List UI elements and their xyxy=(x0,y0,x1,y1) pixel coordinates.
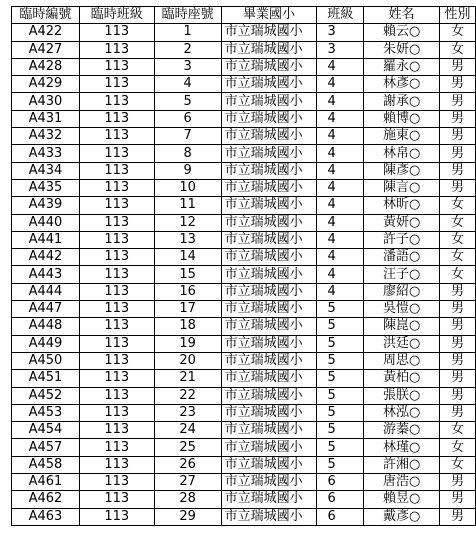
cell-name: 陳彥○ xyxy=(364,162,440,179)
cell-temp-class: 113 xyxy=(79,93,154,110)
cell-temp-class: 113 xyxy=(79,318,154,335)
cell-temp-id: A444 xyxy=(12,283,80,300)
header-elementary-school: 畢業國小 xyxy=(221,7,317,24)
cell-temp-seat: 6 xyxy=(154,110,221,127)
cell-sex: 男 xyxy=(440,387,476,404)
cell-grade-class: 4 xyxy=(317,266,364,283)
cell-grade-class: 4 xyxy=(317,76,364,93)
cell-temp-class: 113 xyxy=(79,41,154,58)
cell-temp-id: A457 xyxy=(12,439,80,456)
table-row xyxy=(12,508,476,525)
cell-temp-id: A433 xyxy=(12,145,80,162)
cell-temp-id: A450 xyxy=(12,352,80,369)
cell-temp-seat: 22 xyxy=(154,387,221,404)
cell-temp-id: A434 xyxy=(12,162,80,179)
cell-grade-class: 4 xyxy=(317,283,364,300)
cell-elementary-school: 市立瑞城國小 xyxy=(221,318,317,335)
table-row xyxy=(12,41,476,58)
cell-sex: 女 xyxy=(440,41,476,58)
cell-temp-id: A447 xyxy=(12,301,80,318)
cell-sex: 男 xyxy=(440,179,476,196)
table-row xyxy=(12,93,476,110)
cell-temp-id: A441 xyxy=(12,231,80,248)
cell-temp-seat: 15 xyxy=(154,266,221,283)
cell-name: 黃柏○ xyxy=(364,370,440,387)
cell-sex: 女 xyxy=(440,24,476,41)
cell-temp-class: 113 xyxy=(79,387,154,404)
table-header xyxy=(12,7,476,24)
cell-temp-id: A440 xyxy=(12,214,80,231)
cell-temp-id: A458 xyxy=(12,456,80,473)
table-row xyxy=(12,301,476,318)
cell-temp-class: 113 xyxy=(79,456,154,473)
cell-temp-class: 113 xyxy=(79,283,154,300)
cell-temp-seat: 26 xyxy=(154,456,221,473)
cell-elementary-school: 市立瑞城國小 xyxy=(221,422,317,439)
cell-grade-class: 4 xyxy=(317,231,364,248)
table-row xyxy=(12,24,476,41)
cell-name: 林泓○ xyxy=(364,404,440,421)
cell-temp-class: 113 xyxy=(79,76,154,93)
cell-sex: 男 xyxy=(440,352,476,369)
cell-elementary-school: 市立瑞城國小 xyxy=(221,352,317,369)
cell-name: 游蓁○ xyxy=(364,422,440,439)
cell-temp-class: 113 xyxy=(79,162,154,179)
cell-temp-seat: 5 xyxy=(154,93,221,110)
cell-elementary-school: 市立瑞城國小 xyxy=(221,474,317,491)
cell-name: 廖紹○ xyxy=(364,283,440,300)
cell-grade-class: 5 xyxy=(317,456,364,473)
cell-elementary-school: 市立瑞城國小 xyxy=(221,179,317,196)
header-grade-class: 班級 xyxy=(317,7,364,24)
cell-grade-class: 5 xyxy=(317,439,364,456)
cell-sex: 男 xyxy=(440,404,476,421)
cell-grade-class: 4 xyxy=(317,249,364,266)
cell-temp-seat: 20 xyxy=(154,352,221,369)
table-row xyxy=(12,128,476,145)
cell-temp-seat: 13 xyxy=(154,231,221,248)
cell-elementary-school: 市立瑞城國小 xyxy=(221,58,317,75)
cell-temp-id: A449 xyxy=(12,335,80,352)
cell-sex: 男 xyxy=(440,474,476,491)
cell-name: 唐浩○ xyxy=(364,474,440,491)
cell-sex: 男 xyxy=(440,508,476,525)
table-row xyxy=(12,145,476,162)
table-row xyxy=(12,197,476,214)
cell-sex: 女 xyxy=(440,214,476,231)
cell-temp-class: 113 xyxy=(79,370,154,387)
cell-sex: 女 xyxy=(440,197,476,214)
header-row xyxy=(12,7,476,24)
cell-name: 謝承○ xyxy=(364,93,440,110)
cell-elementary-school: 市立瑞城國小 xyxy=(221,249,317,266)
cell-name: 汪子○ xyxy=(364,266,440,283)
cell-grade-class: 6 xyxy=(317,491,364,508)
table-row xyxy=(12,474,476,491)
cell-temp-seat: 1 xyxy=(154,24,221,41)
student-list-sheet xyxy=(11,6,476,526)
cell-temp-class: 113 xyxy=(79,491,154,508)
cell-elementary-school: 市立瑞城國小 xyxy=(221,93,317,110)
cell-grade-class: 4 xyxy=(317,93,364,110)
cell-grade-class: 4 xyxy=(317,179,364,196)
cell-name: 吳愷○ xyxy=(364,301,440,318)
cell-temp-seat: 21 xyxy=(154,370,221,387)
table-row xyxy=(12,76,476,93)
cell-name: 許子○ xyxy=(364,231,440,248)
header-temp-seat: 臨時座號 xyxy=(154,7,221,24)
cell-name: 黃妍○ xyxy=(364,214,440,231)
cell-temp-id: A431 xyxy=(12,110,80,127)
cell-name: 林彥○ xyxy=(364,76,440,93)
cell-elementary-school: 市立瑞城國小 xyxy=(221,231,317,248)
cell-temp-id: A435 xyxy=(12,179,80,196)
cell-name: 陳崑○ xyxy=(364,318,440,335)
cell-grade-class: 5 xyxy=(317,335,364,352)
cell-name: 洪廷○ xyxy=(364,335,440,352)
cell-temp-class: 113 xyxy=(79,474,154,491)
cell-temp-class: 113 xyxy=(79,335,154,352)
cell-temp-seat: 9 xyxy=(154,162,221,179)
cell-temp-id: A427 xyxy=(12,41,80,58)
table-row xyxy=(12,266,476,283)
cell-temp-seat: 4 xyxy=(154,76,221,93)
cell-elementary-school: 市立瑞城國小 xyxy=(221,301,317,318)
cell-temp-class: 113 xyxy=(79,301,154,318)
cell-temp-id: A453 xyxy=(12,404,80,421)
cell-elementary-school: 市立瑞城國小 xyxy=(221,335,317,352)
cell-name: 賴云○ xyxy=(364,24,440,41)
cell-grade-class: 4 xyxy=(317,58,364,75)
cell-sex: 男 xyxy=(440,93,476,110)
cell-grade-class: 5 xyxy=(317,387,364,404)
cell-grade-class: 6 xyxy=(317,474,364,491)
table-row xyxy=(12,283,476,300)
cell-name: 許湘○ xyxy=(364,456,440,473)
cell-sex: 女 xyxy=(440,456,476,473)
cell-grade-class: 4 xyxy=(317,197,364,214)
cell-temp-id: A422 xyxy=(12,24,80,41)
cell-sex: 男 xyxy=(440,58,476,75)
cell-temp-class: 113 xyxy=(79,214,154,231)
table-row xyxy=(12,370,476,387)
cell-elementary-school: 市立瑞城國小 xyxy=(221,456,317,473)
cell-temp-class: 113 xyxy=(79,197,154,214)
cell-temp-id: A430 xyxy=(12,93,80,110)
cell-grade-class: 4 xyxy=(317,128,364,145)
cell-grade-class: 4 xyxy=(317,214,364,231)
cell-elementary-school: 市立瑞城國小 xyxy=(221,439,317,456)
cell-temp-id: A443 xyxy=(12,266,80,283)
cell-elementary-school: 市立瑞城國小 xyxy=(221,76,317,93)
cell-elementary-school: 市立瑞城國小 xyxy=(221,404,317,421)
table-row xyxy=(12,491,476,508)
cell-grade-class: 5 xyxy=(317,370,364,387)
header-name: 姓名 xyxy=(364,7,440,24)
cell-temp-id: A452 xyxy=(12,387,80,404)
cell-sex: 女 xyxy=(440,422,476,439)
cell-sex: 男 xyxy=(440,283,476,300)
cell-temp-seat: 14 xyxy=(154,249,221,266)
cell-temp-seat: 17 xyxy=(154,301,221,318)
cell-temp-class: 113 xyxy=(79,404,154,421)
cell-name: 林昕○ xyxy=(364,197,440,214)
table-body xyxy=(12,24,476,526)
cell-name: 朱妍○ xyxy=(364,41,440,58)
cell-sex: 男 xyxy=(440,491,476,508)
cell-temp-class: 113 xyxy=(79,249,154,266)
cell-sex: 女 xyxy=(440,439,476,456)
header-sex: 性別 xyxy=(440,7,476,24)
table-row xyxy=(12,352,476,369)
cell-grade-class: 5 xyxy=(317,404,364,421)
cell-name: 林帛○ xyxy=(364,145,440,162)
cell-temp-seat: 8 xyxy=(154,145,221,162)
cell-temp-seat: 25 xyxy=(154,439,221,456)
header-temp-id: 臨時編號 xyxy=(12,7,80,24)
cell-temp-id: A439 xyxy=(12,197,80,214)
cell-temp-class: 113 xyxy=(79,58,154,75)
cell-elementary-school: 市立瑞城國小 xyxy=(221,110,317,127)
cell-sex: 男 xyxy=(440,370,476,387)
cell-temp-class: 113 xyxy=(79,145,154,162)
cell-temp-class: 113 xyxy=(79,24,154,41)
table-row xyxy=(12,456,476,473)
table-row xyxy=(12,162,476,179)
cell-temp-id: A442 xyxy=(12,249,80,266)
cell-temp-class: 113 xyxy=(79,508,154,525)
cell-temp-seat: 23 xyxy=(154,404,221,421)
table-row xyxy=(12,214,476,231)
cell-elementary-school: 市立瑞城國小 xyxy=(221,214,317,231)
cell-name: 賴昱○ xyxy=(364,491,440,508)
cell-temp-seat: 19 xyxy=(154,335,221,352)
table-row xyxy=(12,318,476,335)
cell-temp-seat: 10 xyxy=(154,179,221,196)
student-table xyxy=(11,6,476,526)
cell-temp-id: A461 xyxy=(12,474,80,491)
table-row xyxy=(12,231,476,248)
cell-temp-id: A454 xyxy=(12,422,80,439)
cell-name: 施東○ xyxy=(364,128,440,145)
cell-temp-class: 113 xyxy=(79,439,154,456)
cell-elementary-school: 市立瑞城國小 xyxy=(221,145,317,162)
cell-sex: 女 xyxy=(440,231,476,248)
cell-name: 陳言○ xyxy=(364,179,440,196)
table-row xyxy=(12,179,476,196)
cell-grade-class: 3 xyxy=(317,41,364,58)
cell-sex: 男 xyxy=(440,335,476,352)
cell-temp-class: 113 xyxy=(79,128,154,145)
header-temp-class: 臨時班級 xyxy=(79,7,154,24)
cell-temp-seat: 27 xyxy=(154,474,221,491)
cell-temp-seat: 2 xyxy=(154,41,221,58)
cell-elementary-school: 市立瑞城國小 xyxy=(221,370,317,387)
table-row xyxy=(12,335,476,352)
cell-temp-id: A432 xyxy=(12,128,80,145)
cell-temp-seat: 7 xyxy=(154,128,221,145)
cell-elementary-school: 市立瑞城國小 xyxy=(221,24,317,41)
cell-sex: 男 xyxy=(440,318,476,335)
cell-sex: 男 xyxy=(440,301,476,318)
cell-temp-seat: 24 xyxy=(154,422,221,439)
cell-elementary-school: 市立瑞城國小 xyxy=(221,387,317,404)
cell-grade-class: 4 xyxy=(317,110,364,127)
cell-grade-class: 5 xyxy=(317,422,364,439)
table-row xyxy=(12,404,476,421)
cell-temp-id: A462 xyxy=(12,491,80,508)
cell-name: 賴博○ xyxy=(364,110,440,127)
cell-grade-class: 6 xyxy=(317,508,364,525)
cell-temp-seat: 29 xyxy=(154,508,221,525)
cell-temp-class: 113 xyxy=(79,231,154,248)
cell-temp-class: 113 xyxy=(79,266,154,283)
cell-name: 林瑾○ xyxy=(364,439,440,456)
cell-sex: 男 xyxy=(440,162,476,179)
cell-grade-class: 3 xyxy=(317,24,364,41)
cell-temp-seat: 3 xyxy=(154,58,221,75)
cell-grade-class: 5 xyxy=(317,318,364,335)
cell-sex: 女 xyxy=(440,266,476,283)
cell-temp-id: A428 xyxy=(12,58,80,75)
table-row xyxy=(12,422,476,439)
cell-temp-class: 113 xyxy=(79,110,154,127)
cell-elementary-school: 市立瑞城國小 xyxy=(221,283,317,300)
cell-temp-id: A448 xyxy=(12,318,80,335)
table-row xyxy=(12,387,476,404)
cell-temp-class: 113 xyxy=(79,179,154,196)
cell-name: 羅永○ xyxy=(364,58,440,75)
cell-elementary-school: 市立瑞城國小 xyxy=(221,266,317,283)
cell-elementary-school: 市立瑞城國小 xyxy=(221,491,317,508)
cell-elementary-school: 市立瑞城國小 xyxy=(221,197,317,214)
cell-grade-class: 4 xyxy=(317,145,364,162)
cell-elementary-school: 市立瑞城國小 xyxy=(221,508,317,525)
cell-elementary-school: 市立瑞城國小 xyxy=(221,162,317,179)
cell-sex: 男 xyxy=(440,145,476,162)
cell-elementary-school: 市立瑞城國小 xyxy=(221,128,317,145)
cell-sex: 男 xyxy=(440,128,476,145)
cell-name: 戴彥○ xyxy=(364,508,440,525)
cell-grade-class: 4 xyxy=(317,162,364,179)
cell-sex: 女 xyxy=(440,249,476,266)
cell-grade-class: 5 xyxy=(317,301,364,318)
table-row xyxy=(12,439,476,456)
table-row xyxy=(12,249,476,266)
cell-grade-class: 5 xyxy=(317,352,364,369)
cell-elementary-school: 市立瑞城國小 xyxy=(221,41,317,58)
cell-sex: 男 xyxy=(440,76,476,93)
table-row xyxy=(12,110,476,127)
cell-temp-class: 113 xyxy=(79,352,154,369)
cell-temp-id: A463 xyxy=(12,508,80,525)
cell-sex: 男 xyxy=(440,110,476,127)
cell-temp-seat: 11 xyxy=(154,197,221,214)
cell-temp-seat: 12 xyxy=(154,214,221,231)
cell-temp-id: A429 xyxy=(12,76,80,93)
table-row xyxy=(12,58,476,75)
cell-temp-class: 113 xyxy=(79,422,154,439)
cell-temp-seat: 28 xyxy=(154,491,221,508)
cell-temp-seat: 16 xyxy=(154,283,221,300)
cell-temp-seat: 18 xyxy=(154,318,221,335)
cell-name: 張朕○ xyxy=(364,387,440,404)
cell-name: 潘語○ xyxy=(364,249,440,266)
cell-name: 周思○ xyxy=(364,352,440,369)
cell-temp-id: A451 xyxy=(12,370,80,387)
